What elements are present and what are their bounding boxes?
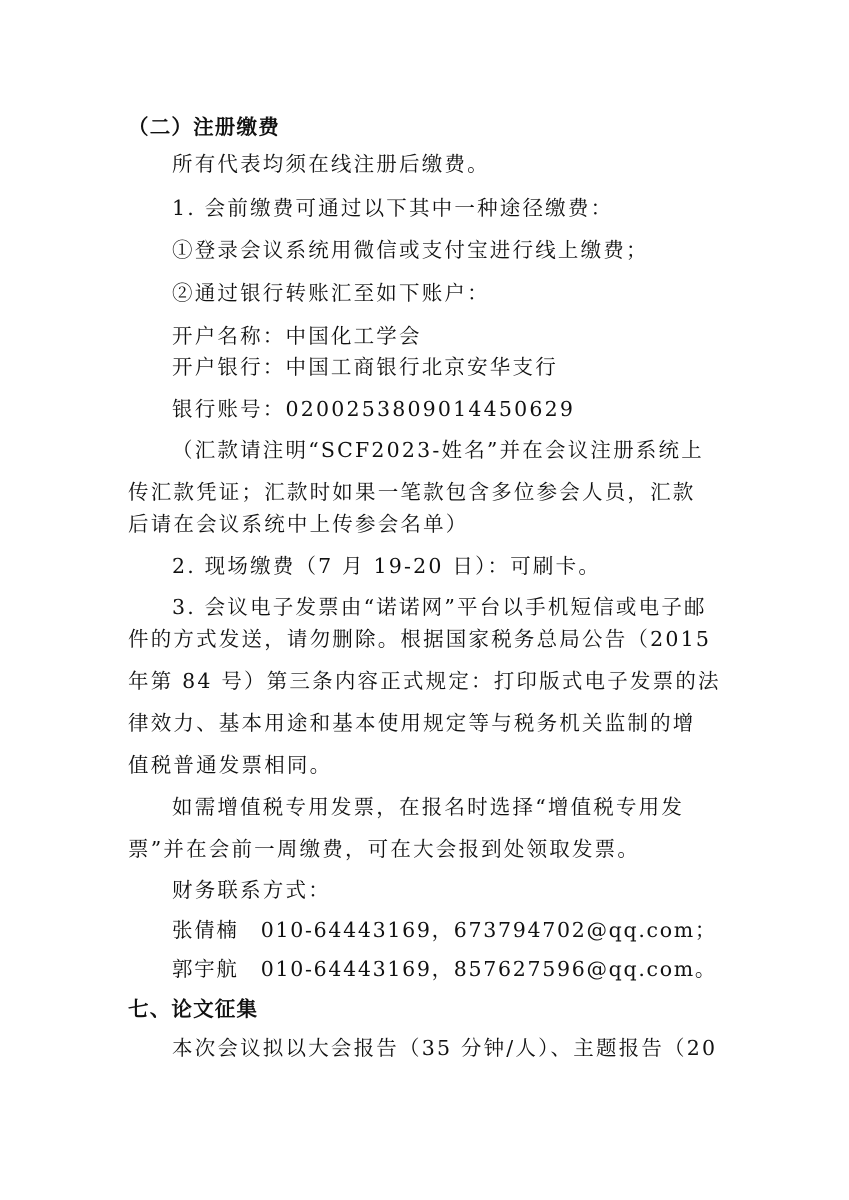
account-name-line: 开户名称：中国化工学会	[172, 324, 422, 348]
paragraph-line: 本次会议拟以大会报告（35 分钟/人）、主题报告（20	[172, 1036, 718, 1060]
account-number-line: 银行账号：0200253809014450629	[172, 397, 576, 421]
paragraph-line: 3. 会议电子发票由“诺诺网”平台以手机短信或电子邮	[172, 595, 707, 619]
section-heading-paper-collection: 七、论文征集	[128, 997, 259, 1021]
paragraph-line: 年第 84 号）第三条内容正式规定：打印版式电子发票的法	[128, 669, 721, 693]
paragraph-line: ②通过银行转账汇至如下账户：	[172, 281, 490, 305]
paragraph-line: ①登录会议系统用微信或支付宝进行线上缴费；	[172, 238, 649, 262]
paragraph-line: 所有代表均须在线注册后缴费。	[172, 152, 490, 176]
paragraph-line: 后请在会议系统中上传参会名单）	[128, 512, 469, 536]
contact-line: 张倩楠 010-64443169，673794702@qq.com；	[172, 918, 718, 942]
paragraph-line: 如需增值税专用发票，在报名时选择“增值税专用发	[172, 795, 685, 819]
paragraph-line: 件的方式发送，请勿删除。根据国家税务总局公告（2015	[128, 627, 712, 651]
account-bank-line: 开户银行：中国工商银行北京安华支行	[172, 355, 558, 379]
paragraph-line: 值税普通发票相同。	[128, 753, 333, 777]
paragraph-line: 1. 会前缴费可通过以下其中一种途径缴费：	[172, 196, 614, 220]
paragraph-line: 传汇款凭证；汇款时如果一笔款包含多位参会人员，汇款	[128, 480, 696, 504]
paragraph-line: 票”并在会前一周缴费，可在大会报到处领取发票。	[128, 837, 641, 861]
paragraph-line: （汇款请注明“SCF2023-姓名”并在会议注册系统上	[172, 438, 704, 462]
paragraph-line: 律效力、基本用途和基本使用规定等与税务机关监制的增	[128, 711, 696, 735]
contact-line: 郭宇航 010-64443169，857627596@qq.com。	[172, 957, 718, 981]
paragraph-line: 2. 现场缴费（7 月 19-20 日）：可刷卡。	[172, 554, 602, 578]
finance-contact-label: 财务联系方式：	[172, 878, 331, 902]
section-heading-registration-fee: （二）注册缴费	[128, 115, 280, 139]
